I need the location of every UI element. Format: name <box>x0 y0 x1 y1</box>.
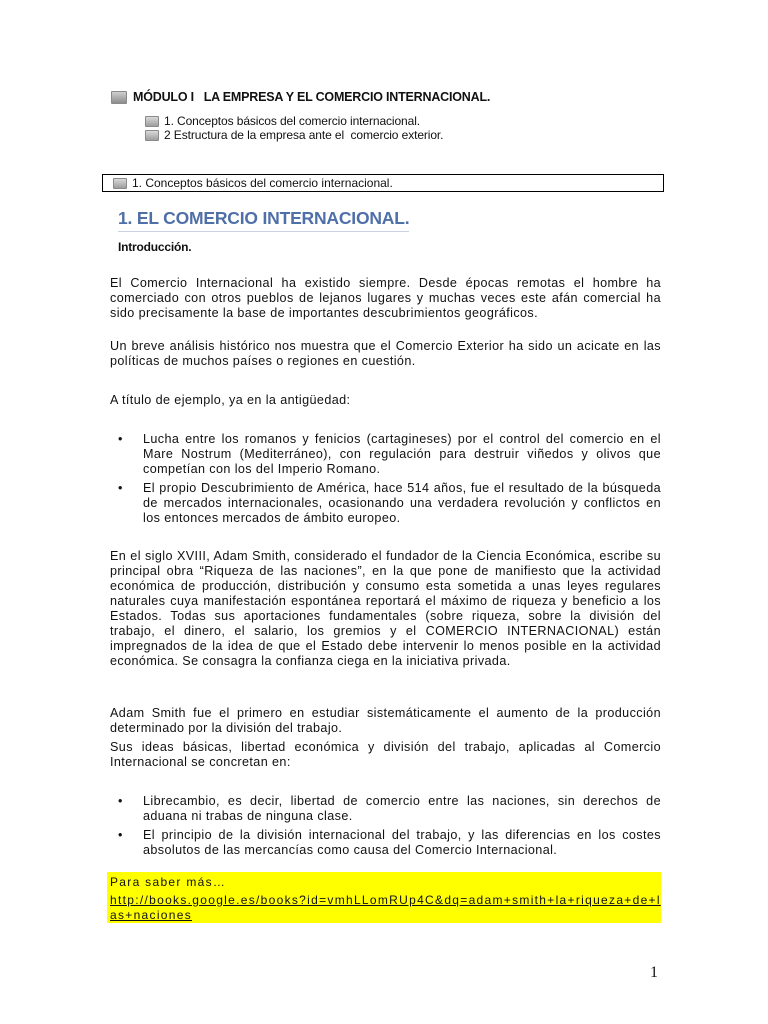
paragraph-3: A título de ejemplo, ya en la antigüedad: <box>110 393 351 407</box>
list-item: • Lucha entre los romanos y fenicios (cartagineses) por el control del comercio en el Mare Nostrum (Mediterráneo), con regulación para destruir viñedos y olivos que competían con los del Imperio Romano. <box>110 432 661 477</box>
module-item-1[interactable]: 1. Conceptos básicos del comercio internacional. <box>145 114 420 128</box>
paragraph-5: Adam Smith fue el primero en estudiar sistemáticamente el aumento de la producción determinado por la división del trabajo. <box>110 706 661 735</box>
bullet-list-2 <box>110 794 661 862</box>
page-heading: 1. EL COMERCIO INTERNACIONAL. <box>118 208 409 232</box>
more-link[interactable]: http://books.google.es/books?id=vmhLLomRUp4C&dq=adam+smith+la+riqueza+de+las+naciones <box>110 893 661 922</box>
subheading: Introducción. <box>118 240 192 254</box>
paragraph-4: En el siglo XVIII, Adam Smith, considerado el fundador de la Ciencia Económica, escribe su principal obra “Riqueza de las naciones”, en la que pone de manifiesto que la actividad económica de producción, distribución y consumo esta sometida a unas leyes regulares naturales cuya manifestación espontánea reportará el máximo de riqueza y beneficio a los Estados. Todas sus aportaciones fundamentales (sobre riqueza, sobre la división del trabajo, el dinero, el salario, los gremios y el COMERCIO INTERNACIONAL) están impregnados de la idea de que el Estado debe intervenir lo menos posible en la actividad económica. Se consagra la confianza ciega en la iniciativa privada. <box>110 549 661 668</box>
paragraph-1: El Comercio Internacional ha existido siempre. Desde épocas remotas el hombre ha comerciado con otros pueblos de lejanos lugares y muchas veces este afán comercial ha sido precisamente la base de importantes descubrimientos geográficos. <box>110 276 661 320</box>
module-item-2[interactable]: 2 Estructura de la empresa ante el comercio exterior. <box>145 128 443 142</box>
module-title <box>111 90 490 104</box>
section-box <box>102 174 664 192</box>
list-item: • El propio Descubrimiento de América, hace 514 años, fue el resultado de la búsqueda de mercados internacionales, ocasionando una verdadera revolución y conflictos en los entonces mercados de ámbito europeo. <box>110 481 661 526</box>
document-icon <box>111 91 127 104</box>
page-number: 1 <box>650 964 658 981</box>
module-title-text: MÓDULO I LA EMPRESA Y EL COMERCIO INTERNACIONAL. <box>133 90 491 104</box>
section-box-text: 1. Conceptos básicos del comercio internacional. <box>132 176 393 190</box>
list-item: • Librecambio, es decir, libertad de comercio entre las naciones, sin derechos de aduana ni trabas de ninguna clase. <box>110 794 661 824</box>
bullet-list-1 <box>110 432 661 530</box>
document-icon <box>145 130 159 141</box>
more-label: Para saber más… <box>110 875 227 889</box>
paragraph-6: Sus ideas básicas, libertad económica y división del trabajo, aplicadas al Comercio Internacional se concretan en: <box>110 740 661 769</box>
paragraph-2: Un breve análisis histórico nos muestra que el Comercio Exterior ha sido un acicate en las políticas de muchos países o regiones en cuestión. <box>110 339 661 368</box>
document-icon <box>113 178 127 189</box>
list-item: • El principio de la división internacional del trabajo, y las diferencias en los costes absolutos de las mercancías como causa del Comercio Internacional. <box>110 828 661 858</box>
document-icon <box>145 116 159 127</box>
